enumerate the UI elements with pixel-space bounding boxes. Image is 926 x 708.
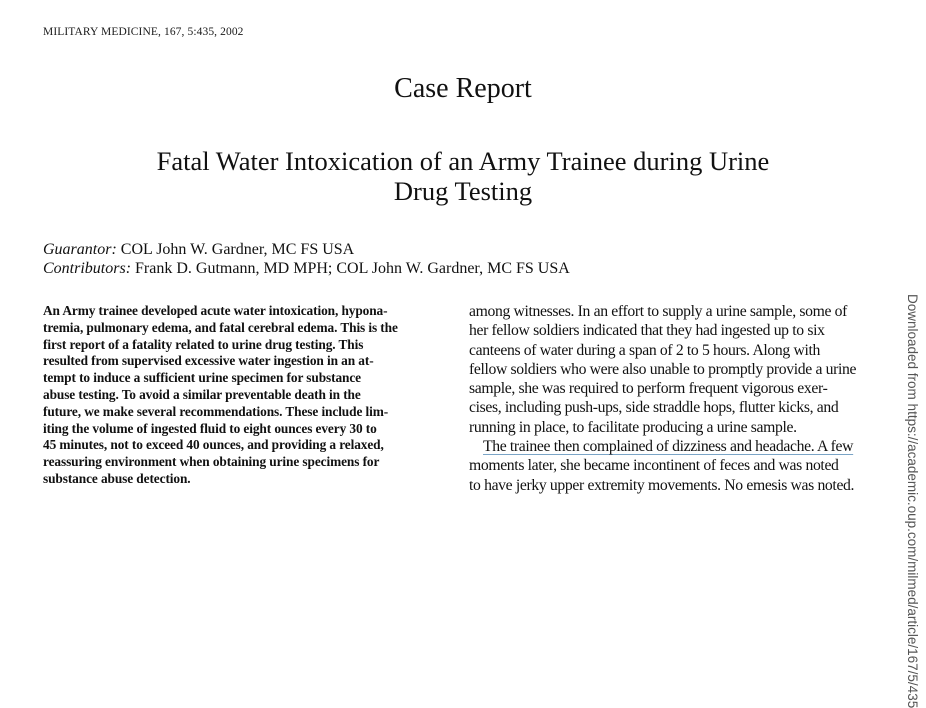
body-text-column xyxy=(469,302,879,495)
contributors-names: Frank D. Gutmann, MD MPH; COL John W. Gardner, MC FS USA xyxy=(135,260,570,277)
guarantor-label: Guarantor: xyxy=(43,241,117,258)
body-line: The trainee then complained of dizziness and headache. A few xyxy=(483,438,854,456)
body-line: fellow soldiers who were also unable to promptly provide a urine xyxy=(469,360,857,378)
abstract-line: future, we make several recommendations. These include lim- xyxy=(43,403,389,419)
body-line: to have jerky upper extremity movements. No emesis was noted. xyxy=(469,476,855,494)
abstract-line: reassuring environment when obtaining urine specimens for xyxy=(43,454,380,470)
contributors-line xyxy=(43,260,570,278)
body-line: among witnesses. In an effort to supply a urine sample, some of xyxy=(469,303,848,320)
section-heading: Case Report xyxy=(394,73,532,104)
title-line: Drug Testing xyxy=(393,176,533,206)
guarantor-line xyxy=(43,241,354,259)
journal-citation: MILITARY MEDICINE, 167, 5:435, 2002 xyxy=(43,26,244,38)
body-line: canteens of water during a span of 2 to 5 hours. Along with xyxy=(469,341,820,359)
abstract-line: substance abuse detection. xyxy=(43,470,191,486)
body-line: her fellow soldiers indicated that they had ingested up to six xyxy=(469,322,825,340)
guarantor-name: COL John W. Gardner, MC FS USA xyxy=(120,241,355,258)
abstract xyxy=(43,303,451,488)
abstract-line: tremia, pulmonary edema, and fatal cerebral edema. This is the xyxy=(43,319,398,335)
title-line: Fatal Water Intoxication of an Army Trainee during Urine xyxy=(156,146,770,176)
body-line: sample, she was required to perform frequent vigorous exer- xyxy=(469,380,828,398)
body-line: moments later, she became incontinent of feces and was noted xyxy=(469,457,839,475)
abstract-line: first report of a fatality related to urine drug testing. This xyxy=(43,336,364,352)
body-line: cises, including push-ups, side straddle hops, flutter kicks, and xyxy=(469,399,839,417)
abstract-line: tempt to induce a sufficient urine specimen for substance xyxy=(43,370,361,386)
article-title xyxy=(0,146,926,206)
abstract-line: resulted from supervised excessive water ingestion in an at- xyxy=(43,353,374,369)
abstract-line: iting the volume of ingested fluid to eight ounces every 30 to xyxy=(43,420,377,436)
abstract-line: 45 minutes, not to exceed 40 ounces, and providing a relaxed, xyxy=(43,437,384,453)
contributors-label: Contributors: xyxy=(43,260,132,277)
abstract-line: abuse testing. To avoid a similar preventable death in the xyxy=(43,386,361,402)
body-line: running in place, to facilitate producing a urine sample. xyxy=(469,418,797,436)
download-watermark: Downloaded from https://academic.oup.com/milmed/article/167/5/435 xyxy=(905,294,920,708)
abstract-line: An Army trainee developed acute water intoxication, hypona- xyxy=(43,303,388,318)
